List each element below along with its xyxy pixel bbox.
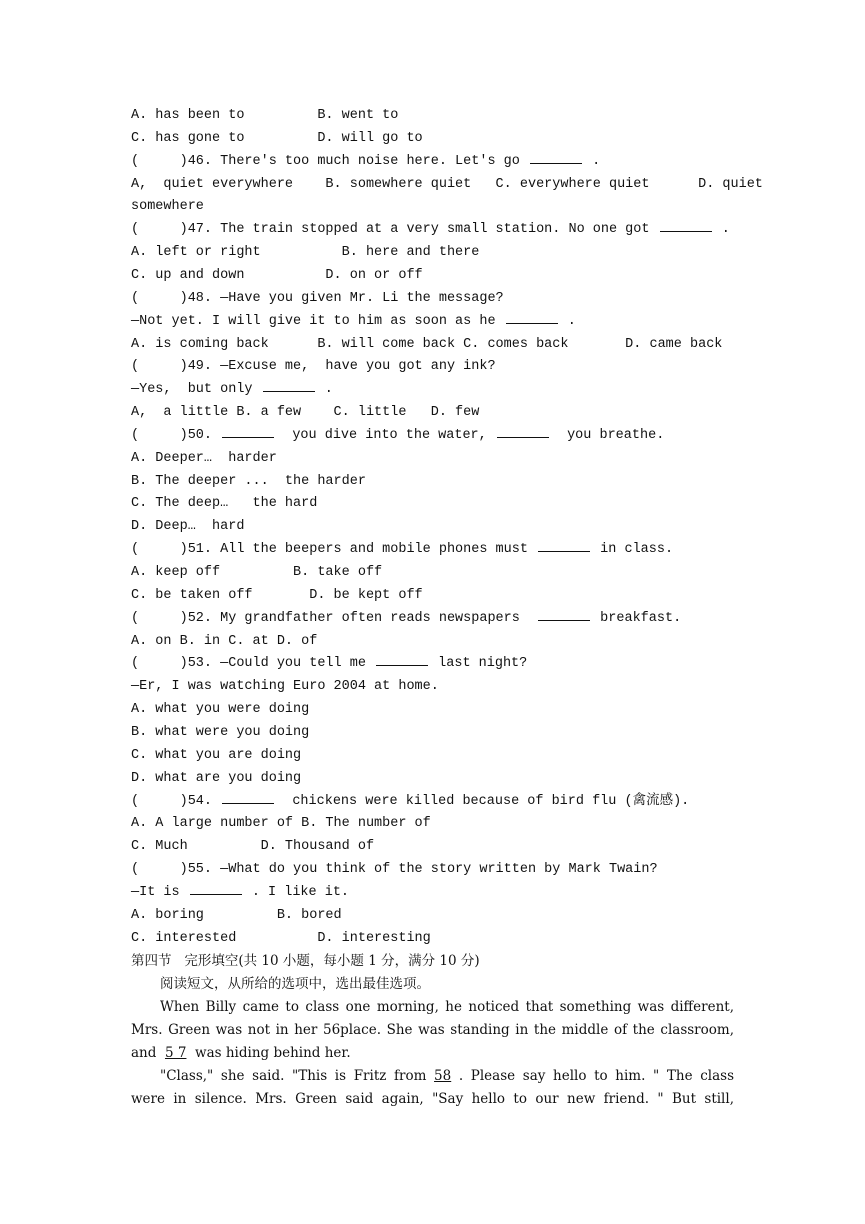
option-text: A. is coming back B. will come back C. comes back D. came back bbox=[131, 336, 723, 352]
passage-text: "Class," she said. "This is Fritz from bbox=[160, 1067, 435, 1084]
option-text: C. has gone to D. will go to bbox=[131, 130, 423, 146]
option-line bbox=[131, 472, 366, 492]
question-text: in class. bbox=[592, 542, 674, 558]
question-line bbox=[131, 792, 689, 812]
answer-blank[interactable] bbox=[222, 802, 274, 804]
question-text: —Not yet. I will give it to him as soon as he bbox=[131, 313, 504, 329]
question-line bbox=[131, 380, 333, 400]
option-text: —Er, I was watching Euro 2004 at home. bbox=[131, 679, 439, 695]
answer-blank[interactable] bbox=[497, 436, 549, 438]
answer-blank[interactable] bbox=[530, 162, 582, 164]
question-text: . bbox=[559, 313, 576, 329]
blank-number: 58 bbox=[434, 1067, 452, 1084]
question-line bbox=[131, 426, 664, 446]
question-text: chickens were killed because of bird flu (禽流感). bbox=[276, 793, 690, 809]
passage-text: were in silence. Mrs. Green said again, "Say hello to our new friend. " But still, bbox=[131, 1090, 734, 1107]
option-text: A. A large number of B. The number of bbox=[131, 816, 431, 832]
passage-text: was hiding behind her. bbox=[186, 1044, 351, 1061]
answer-blank[interactable] bbox=[190, 893, 242, 895]
question-line bbox=[131, 220, 730, 240]
question-text: ( )46. There's too much noise here. Let's go bbox=[131, 153, 528, 169]
question-line bbox=[131, 540, 673, 560]
option-text: B. what were you doing bbox=[131, 724, 310, 740]
answer-blank[interactable] bbox=[660, 230, 712, 232]
option-text: A. what you were doing bbox=[131, 702, 310, 718]
question-text: . bbox=[316, 382, 333, 398]
option-line bbox=[131, 197, 204, 217]
question-text: . I like it. bbox=[243, 884, 350, 900]
question-text: ( )53. —Could you tell me bbox=[131, 656, 375, 672]
option-text: D. what are you doing bbox=[131, 770, 302, 786]
passage-line bbox=[131, 1043, 734, 1063]
option-text: C. what you are doing bbox=[131, 747, 302, 763]
option-line bbox=[131, 106, 398, 126]
option-line bbox=[131, 860, 658, 880]
option-text: ( )49. —Excuse me, have you got any ink? bbox=[131, 359, 496, 375]
option-line bbox=[131, 289, 504, 309]
option-line bbox=[131, 837, 374, 857]
question-text: . bbox=[583, 153, 601, 169]
question-line bbox=[131, 312, 576, 332]
option-line bbox=[131, 243, 479, 263]
option-text: A. Deeper… harder bbox=[131, 450, 277, 466]
option-text: C. Much D. Thousand of bbox=[131, 839, 375, 855]
option-text: C. interested D. interesting bbox=[131, 930, 431, 946]
answer-blank[interactable] bbox=[538, 550, 590, 552]
question-text: ( )50. bbox=[131, 427, 221, 443]
passage-line bbox=[131, 1020, 734, 1040]
question-text: breakfast. bbox=[592, 610, 682, 626]
option-text: A. left or right B. here and there bbox=[131, 245, 480, 261]
option-text: A. boring B. bored bbox=[131, 907, 342, 923]
option-line bbox=[131, 700, 309, 720]
passage-text: When Billy came to class one morning, he noticed that something was different, bbox=[160, 999, 734, 1016]
passage-text: Mrs. Green was not in her 56place. She was standing in the middle of the classroom, bbox=[131, 1022, 734, 1038]
option-line bbox=[131, 494, 317, 514]
option-text: somewhere bbox=[131, 199, 204, 215]
option-text: D. Deep… hard bbox=[131, 519, 245, 535]
option-line bbox=[131, 586, 423, 606]
passage-text: and bbox=[131, 1044, 165, 1061]
option-text: B. The deeper ... the harder bbox=[131, 473, 366, 489]
question-text: —Yes, but only bbox=[131, 382, 261, 398]
question-text: last night? bbox=[430, 656, 528, 672]
option-line bbox=[131, 746, 301, 766]
option-text: ( )55. —What do you think of the story written by Mark Twain? bbox=[131, 862, 658, 878]
passage-line bbox=[160, 997, 734, 1017]
option-text: C. be taken off D. be kept off bbox=[131, 587, 423, 603]
option-line bbox=[131, 677, 439, 697]
option-text: A. on B. in C. at D. of bbox=[131, 633, 318, 649]
option-line bbox=[131, 266, 423, 286]
option-line bbox=[131, 929, 431, 949]
option-line bbox=[131, 632, 317, 652]
option-line bbox=[131, 403, 479, 423]
option-line bbox=[131, 335, 722, 355]
answer-blank[interactable] bbox=[376, 664, 428, 666]
question-text: you dive into the water, bbox=[276, 427, 495, 443]
option-text: A. has been to B. went to bbox=[131, 108, 399, 123]
option-line bbox=[131, 357, 496, 377]
section-heading bbox=[131, 951, 480, 971]
option-line bbox=[131, 769, 301, 789]
option-line bbox=[131, 517, 244, 537]
instruction-line bbox=[160, 974, 430, 994]
option-line bbox=[131, 906, 342, 926]
question-text: ( )47. The train stopped at a very small station. No one got bbox=[131, 222, 658, 238]
question-line bbox=[131, 609, 681, 629]
passage-text: . Please say hello to him. " The class bbox=[451, 1067, 734, 1084]
option-line bbox=[131, 723, 309, 743]
option-line bbox=[131, 563, 382, 583]
option-line bbox=[131, 175, 763, 195]
question-line bbox=[131, 654, 527, 674]
instruction-text: 阅读短文，从所给的选项中，选出最佳选项。 bbox=[160, 976, 430, 993]
option-text: C. up and down D. on or off bbox=[131, 267, 423, 283]
question-text: ( )52. My grandfather often reads newspapers bbox=[131, 610, 537, 626]
question-text: —It is bbox=[131, 884, 188, 900]
option-text: A. keep off B. take off bbox=[131, 565, 383, 580]
answer-blank[interactable] bbox=[222, 436, 274, 438]
option-line bbox=[131, 129, 423, 149]
question-text: ( )54. bbox=[131, 793, 221, 809]
answer-blank[interactable] bbox=[263, 390, 315, 392]
option-text: A, quiet everywhere B. somewhere quiet C. everywhere quiet D. quiet bbox=[131, 176, 763, 192]
option-line bbox=[131, 814, 431, 834]
option-text: A, a little B. a few C. little D. few bbox=[131, 405, 480, 421]
question-text: you breathe. bbox=[550, 427, 665, 443]
passage-line bbox=[160, 1066, 734, 1086]
question-line bbox=[131, 883, 349, 903]
question-line bbox=[131, 152, 600, 172]
answer-blank[interactable] bbox=[538, 619, 590, 621]
question-text: . bbox=[713, 222, 730, 238]
question-text: ( )51. All the beepers and mobile phones must bbox=[131, 542, 537, 558]
answer-blank[interactable] bbox=[506, 322, 558, 324]
blank-number: 5 7 bbox=[164, 1044, 187, 1061]
option-text: C. The deep… the hard bbox=[131, 496, 318, 512]
option-text: ( )48. —Have you given Mr. Li the message? bbox=[131, 290, 504, 306]
option-line bbox=[131, 449, 277, 469]
section-heading-text: 第四节 完形填空(共 10 小题，每小题 1 分，满分 10 分) bbox=[131, 953, 480, 970]
passage-line bbox=[131, 1089, 734, 1109]
